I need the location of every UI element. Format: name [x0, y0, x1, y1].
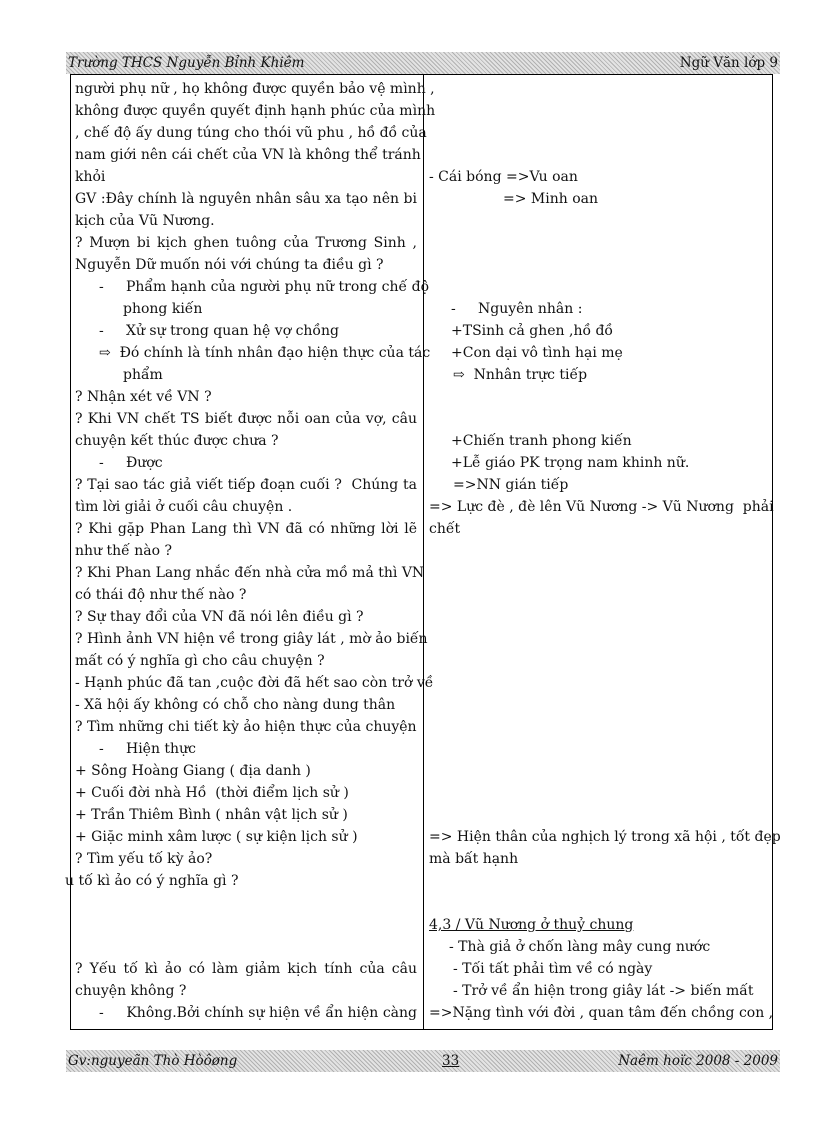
left-line: nam giới nên cái chết của VN là không thể tránh	[75, 147, 421, 163]
section-heading: 4,3 / Vũ Nương ở thuỷ chung	[429, 917, 634, 933]
left-line: + Giặc minh xâm lược ( sự kiện lịch sử )	[75, 829, 358, 845]
left-line: ? Nhận xét về VN ?	[75, 389, 212, 405]
left-line: ? Tìm yếu tố kỳ ảo?	[75, 851, 213, 867]
left-line: - Xử sự trong quan hệ vợ chồng	[99, 323, 339, 339]
left-line: như thế nào ?	[75, 543, 172, 559]
right-line: ⇨ Nnhân trực tiếp	[453, 367, 588, 383]
left-line: tìm lời giải ở cuối câu chuyện .	[75, 499, 293, 515]
right-line: - Tối tất phải tìm về có ngày	[453, 961, 653, 977]
author-name: Gv:nguyeãn Thò Hòôøng	[68, 1053, 238, 1069]
left-line: ? Hình ảnh VN hiện về trong giây lát , mờ ảo biến	[75, 631, 428, 647]
left-line: mất có ý nghĩa gì cho câu chuyện ?	[75, 653, 325, 669]
left-line: kịch của Vũ Nương.	[75, 213, 215, 229]
left-line: phẩm	[123, 367, 163, 383]
right-line: +TSinh cả ghen ,hồ đồ	[451, 323, 613, 339]
page-header	[66, 52, 780, 74]
left-line: ? Tại sao tác giả viết tiếp đoạn cuối ? Chúng ta	[75, 477, 417, 493]
left-line: phong kiến	[123, 301, 203, 317]
lesson-table	[65, 74, 781, 1030]
left-line: ⇨ Đó chính là tính nhân đạo hiện thực của tác	[99, 345, 431, 361]
left-line: người phụ nữ , họ không được quyền bảo vệ mình ,	[75, 81, 435, 97]
right-line: =>NN gián tiếp	[453, 477, 569, 493]
left-line: - Được	[99, 455, 163, 471]
left-line: + Sông Hoàng Giang ( địa danh )	[75, 763, 311, 779]
left-line: , chế độ ấy dung túng cho thói vũ phu , hồ đồ của	[75, 125, 427, 141]
left-line: ? Khi gặp Phan Lang thì VN đã có những lời lẽ	[75, 521, 417, 537]
left-line: không được quyền quyết định hạnh phúc của mình	[75, 103, 436, 119]
right-line: - Trở về ẩn hiện trong giây lát -> biến mất	[453, 983, 754, 999]
left-line: - Phẩm hạnh của người phụ nữ trong chế độ	[99, 279, 429, 295]
left-line: ? Tìm những chi tiết kỳ ảo hiện thực của chuyện	[75, 719, 417, 735]
right-line: +Lễ giáo PK trọng nam khinh nữ.	[451, 455, 690, 471]
right-line: => Hiện thân của nghịch lý trong xã hội , tốt đẹp	[429, 829, 781, 845]
subject-name: Ngữ Văn lớp 9	[679, 55, 778, 71]
left-line: chuyện không ?	[75, 983, 187, 999]
left-line: - Hiện thực	[99, 741, 196, 757]
left-line: + Cuối đời nhà Hồ (thời điểm lịch sử )	[75, 785, 349, 801]
left-line: ? Khi Phan Lang nhắc đến nhà cửa mồ mả thì VN	[75, 565, 425, 581]
left-line: khỏi	[75, 169, 106, 185]
column-divider	[423, 75, 424, 1029]
left-line: ? Khi VN chết TS biết được nỗi oan của vợ, câu	[75, 411, 417, 427]
right-line: - Thà giả ở chốn làng mây cung nước	[449, 939, 711, 955]
right-line: => Lực đè , đè lên Vũ Nương -> Vũ Nương phải	[429, 499, 774, 515]
left-line: GV :Đây chính là nguyên nhân sâu xa tạo nên bi	[75, 191, 417, 207]
left-line: - Hạnh phúc đã tan ,cuộc đời đã hết sao còn trở về	[75, 675, 434, 691]
right-line: +Chiến tranh phong kiến	[451, 433, 632, 449]
page-footer	[66, 1050, 780, 1072]
right-line: chết	[429, 521, 461, 537]
page-number: 33	[442, 1053, 460, 1069]
right-line: - Cái bóng =>Vu oan	[429, 169, 578, 185]
school-year: Naêm hoïc 2008 - 2009	[618, 1053, 778, 1069]
left-line: chuyện kết thúc được chưa ?	[75, 433, 279, 449]
left-line: + Trần Thiêm Bình ( nhân vật lịch sử )	[75, 807, 348, 823]
right-line: mà bất hạnh	[429, 851, 519, 867]
left-line: ? Mượn bi kịch ghen tuông của Trương Sinh ,	[75, 235, 417, 251]
left-line: ? Yếu tố kì ảo có làm giảm kịch tính của câu	[75, 961, 417, 977]
left-line: - Xã hội ấy không có chỗ cho nàng dung thân	[75, 697, 396, 713]
right-line: => Minh oan	[503, 191, 598, 207]
left-line: - Không.Bởi chính sự hiện về ẩn hiện càng	[99, 1005, 417, 1021]
left-line: có thái độ như thế nào ?	[75, 587, 247, 603]
school-name: Trường THCS Nguyễn Bỉnh Khiêm	[68, 55, 305, 71]
right-line: +Con dại vô tình hại mẹ	[451, 345, 623, 361]
left-line: u tố kì ảo có ý nghĩa gì ?	[65, 873, 239, 889]
left-line: Nguyễn Dữ muốn nói với chúng ta điều gì ?	[75, 257, 384, 273]
right-line: - Nguyên nhân :	[451, 301, 583, 317]
right-line: =>Nặng tình với đời , quan tâm đến chồng con ,	[429, 1005, 774, 1021]
left-line: ? Sự thay đổi của VN đã nói lên điều gì ?	[75, 609, 364, 625]
